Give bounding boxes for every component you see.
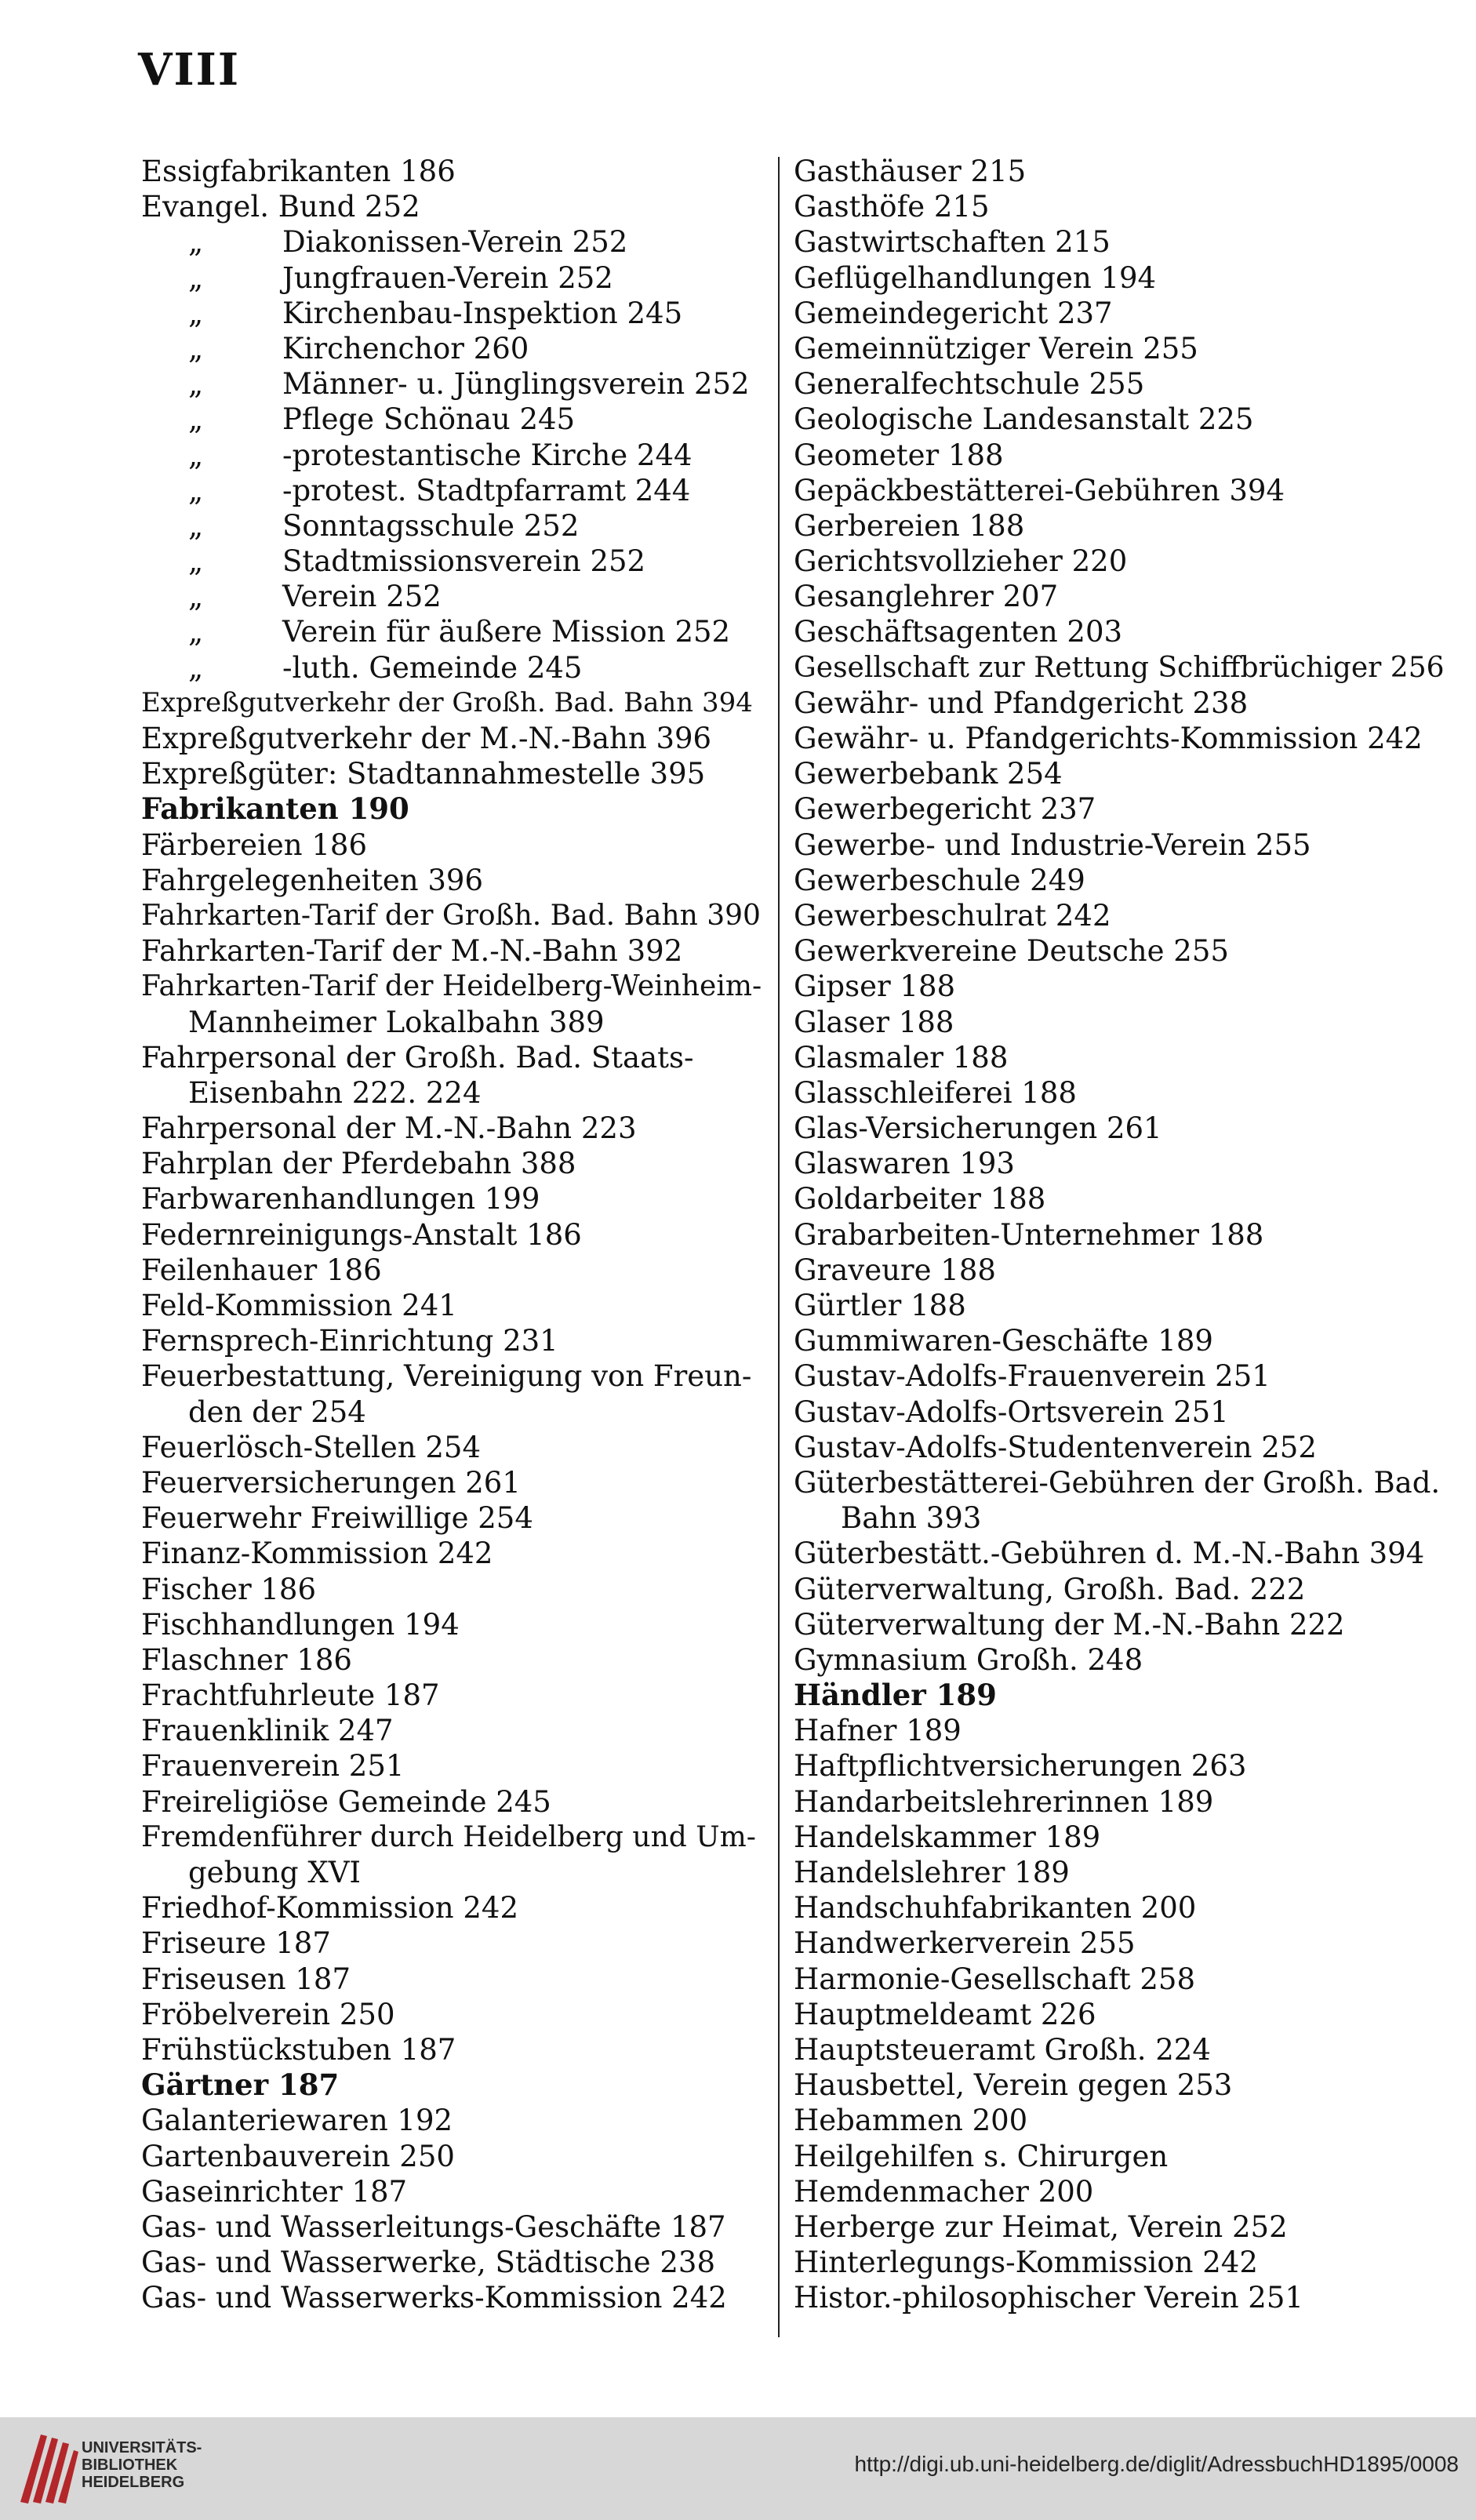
index-entry bbox=[141, 2280, 769, 2315]
index-entry-text: Feuerversicherungen 261 bbox=[141, 1465, 521, 1500]
index-entry bbox=[141, 791, 769, 827]
index-entry bbox=[794, 1181, 1445, 1216]
index-entry-text: Gustav-Adolfs-Studentenverein 252 bbox=[794, 1430, 1317, 1464]
index-entry-text: Finanz-Kommission 242 bbox=[141, 1536, 493, 1571]
footer-bar bbox=[0, 2417, 1476, 2520]
index-entry-text: Kirchenchor 260 bbox=[282, 331, 529, 365]
index-entry-text: Gewerbeschulrat 242 bbox=[794, 898, 1111, 933]
index-entry bbox=[141, 2139, 769, 2174]
index-entry bbox=[794, 1748, 1445, 1784]
index-entry bbox=[794, 756, 1445, 791]
index-entry bbox=[794, 1288, 1445, 1323]
index-entry bbox=[794, 933, 1445, 969]
index-entry-text: Herberge zur Heimat, Verein 252 bbox=[794, 2209, 1288, 2244]
index-entry-text: Gemeinnütziger Verein 255 bbox=[794, 331, 1198, 365]
index-entry-text: Grabarbeiten-Unternehmer 188 bbox=[794, 1217, 1264, 1252]
index-entry bbox=[141, 366, 769, 402]
index-entry bbox=[794, 579, 1445, 614]
index-entry bbox=[141, 1358, 769, 1394]
index-entry bbox=[141, 1572, 769, 1607]
index-entry bbox=[794, 898, 1445, 933]
index-entry-text: Handschuhfabrikanten 200 bbox=[794, 1891, 1197, 1925]
index-entry-text: Güterbestätterei-Gebühren der Großh. Bad. bbox=[794, 1465, 1441, 1500]
index-entry-text: -protest. Stadtpfarramt 244 bbox=[282, 473, 691, 507]
index-entry bbox=[141, 1465, 769, 1500]
index-entry bbox=[794, 969, 1445, 1004]
index-entry-text: Färbereien 186 bbox=[141, 827, 368, 862]
index-entry-text: Gartenbauverein 250 bbox=[141, 2139, 455, 2173]
index-entry bbox=[141, 1925, 769, 1961]
index-entry bbox=[794, 1997, 1445, 2032]
index-entry-text: Fernsprech-Einrichtung 231 bbox=[141, 1324, 558, 1358]
index-entry-text: Gesanglehrer 207 bbox=[794, 580, 1059, 614]
index-entry bbox=[141, 1820, 769, 1855]
index-entry-text: Gipser 188 bbox=[794, 969, 956, 1004]
index-entry bbox=[141, 1607, 769, 1642]
index-entry bbox=[794, 260, 1445, 296]
index-entry-text: Friedhof-Kommission 242 bbox=[141, 1891, 518, 1925]
index-entry bbox=[141, 1395, 769, 1430]
index-entry-text: Sonntagsschule 252 bbox=[282, 508, 580, 543]
index-entry-text: Fischer 186 bbox=[141, 1572, 317, 1606]
index-entry bbox=[794, 544, 1445, 579]
index-entry-text: Gasthöfe 215 bbox=[794, 190, 990, 224]
index-entry bbox=[794, 614, 1445, 649]
index-entry-text: Güterverwaltung, Großh. Bad. 222 bbox=[794, 1572, 1306, 1606]
index-entry-text: Fahrkarten-Tarif der M.-N.-Bahn 392 bbox=[141, 934, 683, 969]
index-entry-text: Gaseinrichter 187 bbox=[141, 2174, 408, 2209]
index-entry-text: Friseusen 187 bbox=[141, 1962, 351, 1996]
index-entry bbox=[141, 438, 769, 473]
index-entry bbox=[794, 685, 1445, 721]
index-entry bbox=[794, 1713, 1445, 1748]
index-entry-text: Hinterlegungs-Kommission 242 bbox=[794, 2245, 1258, 2280]
index-entry-text: Galanteriewaren 192 bbox=[141, 2104, 453, 2138]
index-entry bbox=[141, 827, 769, 863]
ditto-mark: „ bbox=[188, 508, 204, 543]
index-entry-text: Federnreinigungs-Anstalt 186 bbox=[141, 1217, 582, 1252]
index-entry-text: Geologische Landesanstalt 225 bbox=[794, 402, 1254, 437]
index-entry bbox=[141, 1642, 769, 1678]
index-entry bbox=[141, 224, 769, 260]
index-entry bbox=[141, 1253, 769, 1288]
index-entry-text: Gas- und Wasserwerks-Kommission 242 bbox=[141, 2281, 727, 2315]
index-entry bbox=[794, 1890, 1445, 1925]
index-entry-text: Expreßgüter: Stadtannahmestelle 395 bbox=[141, 757, 706, 791]
index-entry bbox=[794, 1607, 1445, 1642]
index-entry bbox=[794, 2103, 1445, 2138]
index-entry-text: Mannheimer Lokalbahn 389 bbox=[188, 1005, 605, 1039]
index-entry-text: Gesellschaft zur Rettung Schiffbrüchiger 256 bbox=[794, 651, 1445, 684]
index-entry bbox=[794, 1111, 1445, 1146]
index-entry-text: Handelslehrer 189 bbox=[794, 1856, 1070, 1889]
index-entry-text: Essigfabrikanten 186 bbox=[141, 155, 456, 188]
index-entry-text: Graveure 188 bbox=[794, 1253, 996, 1287]
ditto-mark: „ bbox=[188, 615, 204, 649]
index-entry-text: Fremdenführer durch Heidelberg und Um- bbox=[141, 1820, 756, 1853]
index-entry bbox=[794, 1430, 1445, 1465]
index-entry bbox=[141, 2245, 769, 2280]
index-entry bbox=[141, 402, 769, 437]
index-entry bbox=[794, 366, 1445, 402]
index-entry bbox=[794, 1146, 1445, 1181]
index-entry-text: Gewerbeschule 249 bbox=[794, 863, 1085, 897]
index-entry-text: Güterverwaltung der M.-N.-Bahn 222 bbox=[794, 1607, 1345, 1642]
page-number: VIII bbox=[138, 44, 241, 96]
index-entry bbox=[141, 721, 769, 756]
university-library-logo-icon bbox=[17, 2430, 78, 2507]
index-entry-text: Geflügelhandlungen 194 bbox=[794, 260, 1157, 295]
index-entry-text: Gasthäuser 215 bbox=[794, 155, 1027, 188]
ditto-mark: „ bbox=[188, 580, 204, 614]
index-entry bbox=[141, 1500, 769, 1536]
index-entry bbox=[141, 1217, 769, 1253]
index-entry-text: Haftpflichtversicherungen 263 bbox=[794, 1749, 1247, 1784]
ditto-mark: „ bbox=[188, 260, 204, 295]
index-entry bbox=[141, 1005, 769, 1040]
index-entry-text: Hausbettel, Verein gegen 253 bbox=[794, 2068, 1233, 2103]
index-entry bbox=[794, 1642, 1445, 1678]
index-entry bbox=[141, 1288, 769, 1323]
index-entry-text: Feuerbestattung, Vereinigung von Freun- bbox=[141, 1359, 752, 1394]
index-entry bbox=[794, 1572, 1445, 1607]
index-entry-text: Verein 252 bbox=[282, 580, 442, 614]
index-entry bbox=[794, 863, 1445, 898]
index-entry bbox=[794, 224, 1445, 260]
index-entry-text: Handelskammer 189 bbox=[794, 1820, 1101, 1854]
index-entry bbox=[794, 1678, 1445, 1713]
ditto-mark: „ bbox=[188, 402, 204, 437]
index-entry-text: Hemdenmacher 200 bbox=[794, 2174, 1094, 2209]
index-entry bbox=[794, 1500, 1445, 1536]
index-entry-text: Feld-Kommission 241 bbox=[141, 1289, 457, 1322]
index-entry-text: Kirchenbau-Inspektion 245 bbox=[282, 296, 683, 330]
index-entry bbox=[141, 898, 769, 933]
index-entry bbox=[141, 1890, 769, 1925]
index-entry bbox=[794, 1253, 1445, 1288]
index-entry-text: Flaschner 186 bbox=[141, 1642, 352, 1677]
index-column-left bbox=[141, 154, 769, 2315]
index-entry-text: Jungfrauen-Verein 252 bbox=[282, 260, 613, 295]
index-entry bbox=[794, 508, 1445, 544]
index-entry-text: Gewerbegericht 237 bbox=[794, 792, 1096, 827]
index-entry-text: Fröbelverein 250 bbox=[141, 1997, 395, 2031]
index-entry bbox=[794, 2280, 1445, 2315]
index-column-right bbox=[794, 154, 1445, 2315]
index-entry bbox=[141, 579, 769, 614]
index-entry bbox=[794, 2245, 1445, 2280]
index-entry bbox=[141, 1784, 769, 1820]
index-entry-text: Fahrkarten-Tarif der Heidelberg-Weinheim- bbox=[141, 970, 762, 1003]
ditto-mark: „ bbox=[188, 296, 204, 330]
library-name-line: BIBLIOTHEK bbox=[82, 2456, 178, 2474]
index-entry bbox=[141, 260, 769, 296]
index-entry-text: Stadtmissionsverein 252 bbox=[282, 544, 646, 579]
index-entry-text: Glaser 188 bbox=[794, 1005, 954, 1039]
index-entry bbox=[141, 1181, 769, 1216]
index-entry-text: Fischhandlungen 194 bbox=[141, 1607, 460, 1642]
index-entry bbox=[794, 1040, 1445, 1075]
index-entry-text: Friseure 187 bbox=[141, 1926, 331, 1961]
index-entry-text: gebung XVI bbox=[188, 1856, 362, 1889]
index-entry-text: Gustav-Adolfs-Ortsverein 251 bbox=[794, 1395, 1229, 1429]
ditto-mark: „ bbox=[188, 331, 204, 365]
ditto-mark: „ bbox=[188, 367, 204, 402]
index-entry bbox=[794, 402, 1445, 437]
index-entry bbox=[141, 2174, 769, 2209]
index-entry bbox=[141, 2209, 769, 2245]
index-entry bbox=[794, 1855, 1445, 1890]
index-entry-text: Frühstückstuben 187 bbox=[141, 2032, 456, 2067]
index-entry bbox=[794, 1005, 1445, 1040]
index-entry-text: Güterbestätt.-Gebühren d. M.-N.-Bahn 394 bbox=[794, 1536, 1425, 1571]
index-entry bbox=[141, 1536, 769, 1571]
index-entry-text: Gummiwaren-Geschäfte 189 bbox=[794, 1324, 1213, 1358]
index-entry-text: Geometer 188 bbox=[794, 438, 1004, 472]
index-entry bbox=[794, 1784, 1445, 1820]
index-entry-text: Handwerkerverein 255 bbox=[794, 1926, 1136, 1961]
library-name bbox=[82, 2439, 202, 2491]
index-entry-text: Geschäftsagenten 203 bbox=[794, 615, 1123, 649]
index-entry bbox=[141, 1997, 769, 2032]
index-entry bbox=[794, 827, 1445, 863]
index-entry-text: -luth. Gemeinde 245 bbox=[282, 650, 583, 685]
index-entry bbox=[794, 438, 1445, 473]
index-entry bbox=[794, 1323, 1445, 1358]
index-entry bbox=[141, 1075, 769, 1111]
source-url-link[interactable]: http://digi.ub.uni-heidelberg.de/diglit/AdressbuchHD1895/0008 bbox=[854, 2452, 1459, 2476]
index-entry bbox=[794, 331, 1445, 366]
index-entry-text: Bahn 393 bbox=[841, 1501, 982, 1536]
index-entry bbox=[794, 2139, 1445, 2174]
index-entry-text: Gustav-Adolfs-Frauenverein 251 bbox=[794, 1359, 1271, 1394]
index-entry-text: Diakonissen-Verein 252 bbox=[282, 225, 628, 260]
index-entry bbox=[794, 1820, 1445, 1855]
index-entry-text: Händler 189 bbox=[794, 1678, 997, 1713]
library-name-line: UNIVERSITÄTS- bbox=[82, 2439, 202, 2456]
index-entry-text: Gerichtsvollzieher 220 bbox=[794, 544, 1128, 579]
index-entry bbox=[794, 1536, 1445, 1571]
index-entry-text: Gewerkvereine Deutsche 255 bbox=[794, 934, 1229, 969]
index-entry bbox=[141, 614, 769, 649]
index-entry-text: Fabrikanten 190 bbox=[141, 791, 409, 827]
index-entry bbox=[141, 1430, 769, 1465]
index-entry bbox=[141, 863, 769, 898]
index-entry bbox=[141, 473, 769, 508]
index-entry-text: Gymnasium Großh. 248 bbox=[794, 1642, 1143, 1677]
index-entry-text: Gärtner 187 bbox=[141, 2067, 340, 2103]
index-entry bbox=[141, 2067, 769, 2103]
index-entry-text: Handarbeitslehrerinnen 189 bbox=[794, 1784, 1214, 1819]
index-entry-text: Freireligiöse Gemeinde 245 bbox=[141, 1784, 551, 1819]
index-entry-text: -protestantische Kirche 244 bbox=[282, 438, 693, 472]
index-entry-text: Frachtfuhrleute 187 bbox=[141, 1678, 440, 1713]
index-entry bbox=[141, 685, 769, 721]
index-entry bbox=[141, 1962, 769, 1997]
index-entry-text: Fahrpersonal der Großh. Bad. Staats- bbox=[141, 1040, 694, 1075]
index-entry-text: Frauenverein 251 bbox=[141, 1749, 405, 1784]
index-entry bbox=[794, 189, 1445, 224]
index-entry-text: Gürtler 188 bbox=[794, 1289, 966, 1322]
index-entry bbox=[141, 1678, 769, 1713]
index-entry bbox=[794, 473, 1445, 508]
ditto-mark: „ bbox=[188, 473, 204, 507]
index-entry bbox=[141, 154, 769, 189]
index-entry-text: den der 254 bbox=[188, 1395, 366, 1429]
index-entry bbox=[141, 1855, 769, 1890]
index-entry bbox=[794, 2209, 1445, 2245]
index-entry bbox=[141, 1040, 769, 1075]
ditto-mark: „ bbox=[188, 544, 204, 579]
index-entry bbox=[794, 1217, 1445, 1253]
index-entry bbox=[794, 791, 1445, 827]
index-entry-text: Gewerbe- und Industrie-Verein 255 bbox=[794, 827, 1311, 862]
index-entry-text: Fahrgelegenheiten 396 bbox=[141, 863, 483, 897]
index-entry-text: Expreßgutverkehr der Großh. Bad. Bahn 394 bbox=[141, 686, 753, 718]
index-entry-text: Feilenhauer 186 bbox=[141, 1253, 382, 1287]
column-divider bbox=[778, 157, 780, 2337]
index-entry-text: Hauptmeldeamt 226 bbox=[794, 1997, 1096, 2031]
index-entry bbox=[141, 189, 769, 224]
index-entry-text: Farbwarenhandlungen 199 bbox=[141, 1182, 540, 1216]
index-entry bbox=[794, 154, 1445, 189]
index-entry-text: Gewerbebank 254 bbox=[794, 757, 1063, 791]
index-entry-text: Hafner 189 bbox=[794, 1714, 962, 1748]
index-entry-text: Gewähr- u. Pfandgerichts-Kommission 242 bbox=[794, 722, 1423, 755]
index-entry bbox=[141, 1713, 769, 1748]
index-entry bbox=[794, 1358, 1445, 1394]
index-entry-text: Heilgehilfen s. Chirurgen bbox=[794, 2139, 1169, 2173]
index-entry-text: Gas- und Wasserwerke, Städtische 238 bbox=[141, 2245, 715, 2280]
index-entry-text: Gewähr- und Pfandgericht 238 bbox=[794, 685, 1249, 720]
index-entry-text: Hebammen 200 bbox=[794, 2104, 1028, 2138]
index-entry bbox=[794, 1395, 1445, 1430]
index-entry bbox=[794, 296, 1445, 331]
index-entry-text: Verein für äußere Mission 252 bbox=[282, 615, 731, 649]
index-entry-text: Gastwirtschaften 215 bbox=[794, 225, 1111, 260]
index-entry-text: Gepäckbestätterei-Gebühren 394 bbox=[794, 473, 1285, 507]
index-entry-text: Evangel. Bund 252 bbox=[141, 190, 420, 224]
index-entry-text: Fahrpersonal der M.-N.-Bahn 223 bbox=[141, 1111, 637, 1146]
index-entry bbox=[794, 2067, 1445, 2103]
index-entry-text: Generalfechtschule 255 bbox=[794, 367, 1145, 402]
index-entry bbox=[794, 721, 1445, 756]
index-entry-text: Gemeindegericht 237 bbox=[794, 296, 1113, 330]
index-entry-text: Gas- und Wasserleitungs-Geschäfte 187 bbox=[141, 2209, 726, 2244]
library-name-line: HEIDELBERG bbox=[82, 2474, 185, 2491]
ditto-mark: „ bbox=[188, 225, 204, 260]
index-entry-text: Feuerlösch-Stellen 254 bbox=[141, 1430, 481, 1464]
index-entry-text: Goldarbeiter 188 bbox=[794, 1182, 1046, 1216]
index-entry bbox=[141, 2103, 769, 2138]
index-entry-text: Fahrkarten-Tarif der Großh. Bad. Bahn 390 bbox=[141, 899, 761, 932]
index-entry bbox=[794, 1925, 1445, 1961]
index-entry-text: Expreßgutverkehr der M.-N.-Bahn 396 bbox=[141, 722, 712, 755]
ditto-mark: „ bbox=[188, 650, 204, 685]
ditto-mark: „ bbox=[188, 438, 204, 472]
index-entry bbox=[141, 331, 769, 366]
index-entry-text: Glas-Versicherungen 261 bbox=[794, 1111, 1162, 1146]
index-entry bbox=[794, 1465, 1445, 1500]
index-entry-text: Gerbereien 188 bbox=[794, 508, 1025, 543]
index-entry bbox=[141, 544, 769, 579]
index-entry bbox=[141, 969, 769, 1004]
index-entry-text: Frauenklinik 247 bbox=[141, 1714, 394, 1748]
index-entry bbox=[794, 650, 1445, 685]
index-entry bbox=[794, 2174, 1445, 2209]
index-entry bbox=[794, 2032, 1445, 2067]
index-entry bbox=[141, 1323, 769, 1358]
index-entry bbox=[141, 1111, 769, 1146]
index-entry bbox=[141, 756, 769, 791]
index-entry bbox=[141, 933, 769, 969]
index-entry-text: Histor.-philosophischer Verein 251 bbox=[794, 2281, 1303, 2315]
index-entry-text: Glaswaren 193 bbox=[794, 1147, 1015, 1181]
index-entry bbox=[141, 1146, 769, 1181]
index-entry bbox=[141, 296, 769, 331]
index-entry bbox=[141, 508, 769, 544]
index-entry-text: Hauptsteueramt Großh. 224 bbox=[794, 2032, 1211, 2067]
index-entry bbox=[141, 1748, 769, 1784]
index-entry bbox=[794, 1962, 1445, 1997]
index-entry bbox=[794, 1075, 1445, 1111]
index-entry bbox=[141, 650, 769, 685]
index-entry-text: Eisenbahn 222. 224 bbox=[188, 1075, 482, 1110]
index-entry-text: Glasmaler 188 bbox=[794, 1040, 1009, 1075]
index-entry-text: Harmonie-Gesellschaft 258 bbox=[794, 1962, 1195, 1996]
index-entry-text: Feuerwehr Freiwillige 254 bbox=[141, 1501, 533, 1536]
index-entry-text: Fahrplan der Pferdebahn 388 bbox=[141, 1147, 576, 1181]
index-entry-text: Pflege Schönau 245 bbox=[282, 402, 576, 437]
index-entry-text: Männer- u. Jünglingsverein 252 bbox=[282, 367, 750, 402]
index-entry-text: Glasschleiferei 188 bbox=[794, 1075, 1077, 1110]
index-entry bbox=[141, 2032, 769, 2067]
